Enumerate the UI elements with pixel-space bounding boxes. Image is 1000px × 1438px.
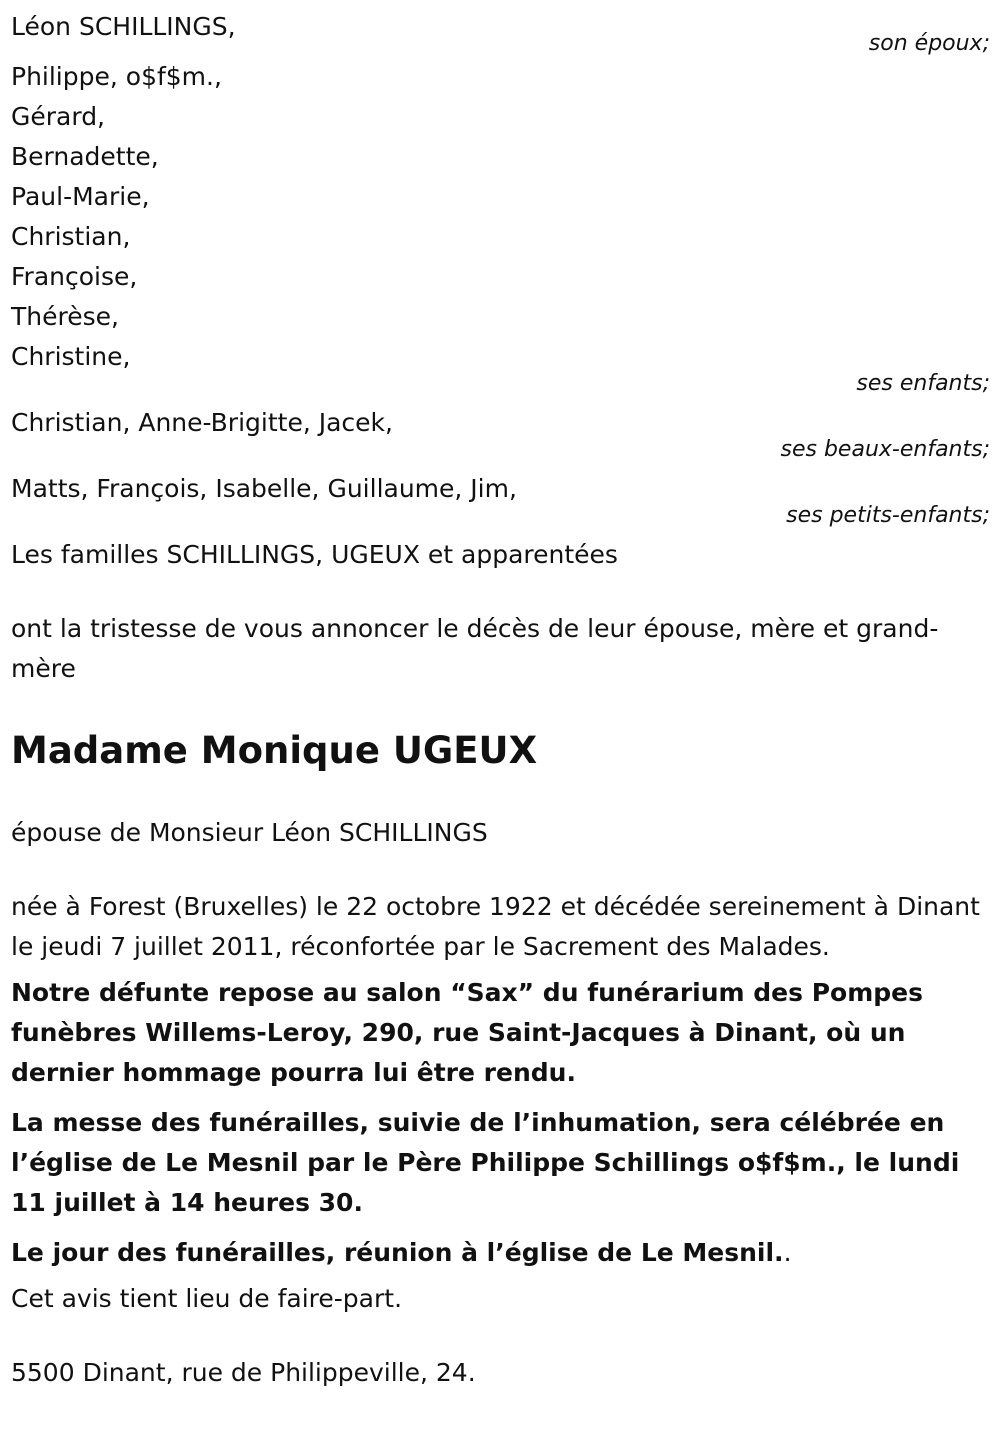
address-text: 5500 Dinant, rue de Philippeville, 24.	[11, 1358, 476, 1387]
meeting-text: Le jour des funérailles, réunion à l’église de Le Mesnil.	[11, 1238, 784, 1267]
child-name: Françoise,	[11, 262, 138, 291]
child-name: Paul-Marie,	[11, 182, 150, 211]
in-laws-role: ses beaux-enfants;	[780, 437, 990, 462]
viewing-text: Notre défunte repose au salon “Sax” du funérarium des Pompes funèbres Willems-Leroy, 290, rue Saint-Jacques à Dinant, où un dernier hommage pourra lui être rendu.	[11, 978, 923, 1087]
birth-death-text: née à Forest (Bruxelles) le 22 octobre 1922 et décédée sereinement à Dinant le jeudi 7 juillet 2011, réconfortée par le Sacrement des Malades.	[11, 892, 980, 961]
spouse-role: son époux;	[868, 31, 990, 56]
grandchildren-names: Matts, François, Isabelle, Guillaume, Jim,	[11, 474, 517, 503]
meeting-suffix: .	[783, 1238, 792, 1267]
child-name: Thérèse,	[11, 302, 119, 331]
meeting-line	[11, 1233, 990, 1273]
children-role: ses enfants;	[856, 371, 990, 396]
child-name: Bernadette,	[11, 142, 159, 171]
children-list	[11, 57, 990, 377]
child-name: Christian,	[11, 222, 131, 251]
obituary-notice	[11, 7, 990, 1393]
families-line: Les familles SCHILLINGS, UGEUX et apparentées	[11, 540, 618, 569]
mass-text: La messe des funérailles, suivie de l’inhumation, sera célébrée en l’église de Le Mesnil par le Père Philippe Schillings o$f$m., le lundi 11 juillet à 14 heures 30.	[11, 1108, 960, 1217]
deceased-name: Madame Monique UGEUX	[11, 729, 538, 772]
in-laws-names: Christian, Anne-Brigitte, Jacek,	[11, 408, 393, 437]
announcement-text: ont la tristesse de vous annoncer le décès de leur épouse, mère et grand-mère	[11, 614, 939, 683]
grandchildren-role: ses petits-enfants;	[786, 503, 990, 528]
spouse-name: Léon SCHILLINGS,	[11, 12, 236, 41]
child-name: Philippe, o$f$m.,	[11, 62, 222, 91]
notice-text: Cet avis tient lieu de faire-part.	[11, 1284, 403, 1313]
child-name: Christine,	[11, 342, 131, 371]
deceased-spouse-of: épouse de Monsieur Léon SCHILLINGS	[11, 818, 488, 847]
child-name: Gérard,	[11, 102, 106, 131]
